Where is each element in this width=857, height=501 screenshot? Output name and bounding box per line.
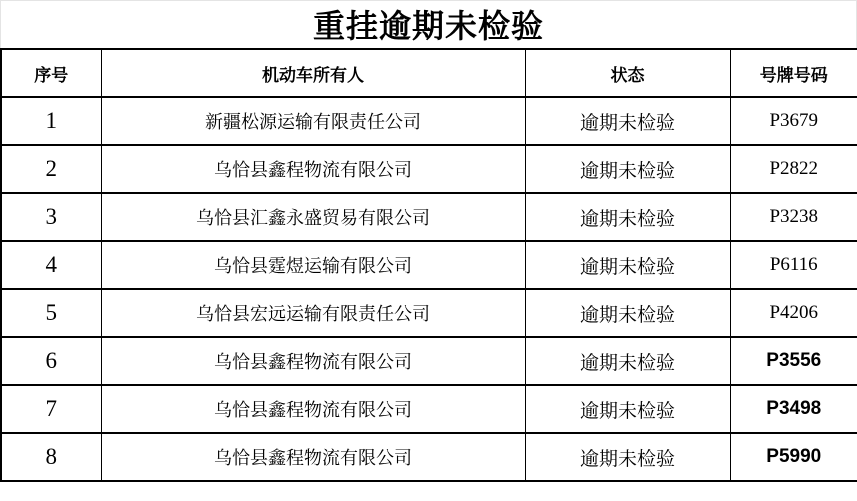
table-row	[1, 289, 857, 337]
seq-cell: 3	[1, 193, 101, 241]
status-cell: 逾期未检验	[525, 241, 730, 289]
page-title: 重挂逾期未检验	[312, 7, 544, 44]
header-owner: 机动车所有人	[101, 49, 525, 97]
seq-cell: 4	[1, 241, 101, 289]
plate-cell: P6116	[730, 241, 857, 289]
plate-cell: P2822	[730, 145, 857, 193]
plate-cell: P5990	[730, 433, 857, 481]
table-row	[1, 241, 857, 289]
header-plate: 号牌号码	[730, 49, 857, 97]
status-cell: 逾期未检验	[525, 289, 730, 337]
status-cell: 逾期未检验	[525, 193, 730, 241]
table-row	[1, 433, 857, 481]
table-row	[1, 337, 857, 385]
owner-cell: 乌恰县鑫程物流有限公司	[101, 385, 525, 433]
status-cell: 逾期未检验	[525, 385, 730, 433]
plate-cell: P3498	[730, 385, 857, 433]
overdue-inspection-table	[0, 48, 857, 482]
plate-cell: P4206	[730, 289, 857, 337]
owner-cell: 乌恰县鑫程物流有限公司	[101, 337, 525, 385]
seq-cell: 1	[1, 97, 101, 145]
owner-cell: 乌恰县宏远运输有限责任公司	[101, 289, 525, 337]
owner-cell: 乌恰县汇鑫永盛贸易有限公司	[101, 193, 525, 241]
seq-cell: 2	[1, 145, 101, 193]
seq-cell: 7	[1, 385, 101, 433]
title-bar	[0, 0, 857, 48]
seq-cell: 8	[1, 433, 101, 481]
owner-cell: 乌恰县鑫程物流有限公司	[101, 433, 525, 481]
table-row	[1, 385, 857, 433]
status-cell: 逾期未检验	[525, 337, 730, 385]
plate-cell: P3238	[730, 193, 857, 241]
owner-cell: 乌恰县霆煜运输有限公司	[101, 241, 525, 289]
header-row	[1, 49, 857, 97]
status-cell: 逾期未检验	[525, 145, 730, 193]
table-row	[1, 145, 857, 193]
plate-cell: P3679	[730, 97, 857, 145]
owner-cell: 乌恰县鑫程物流有限公司	[101, 145, 525, 193]
table-row	[1, 97, 857, 145]
header-seq: 序号	[1, 49, 101, 97]
seq-cell: 5	[1, 289, 101, 337]
seq-cell: 6	[1, 337, 101, 385]
plate-cell: P3556	[730, 337, 857, 385]
table-row	[1, 193, 857, 241]
header-status: 状态	[525, 49, 730, 97]
owner-cell: 新疆松源运输有限责任公司	[101, 97, 525, 145]
status-cell: 逾期未检验	[525, 433, 730, 481]
status-cell: 逾期未检验	[525, 97, 730, 145]
